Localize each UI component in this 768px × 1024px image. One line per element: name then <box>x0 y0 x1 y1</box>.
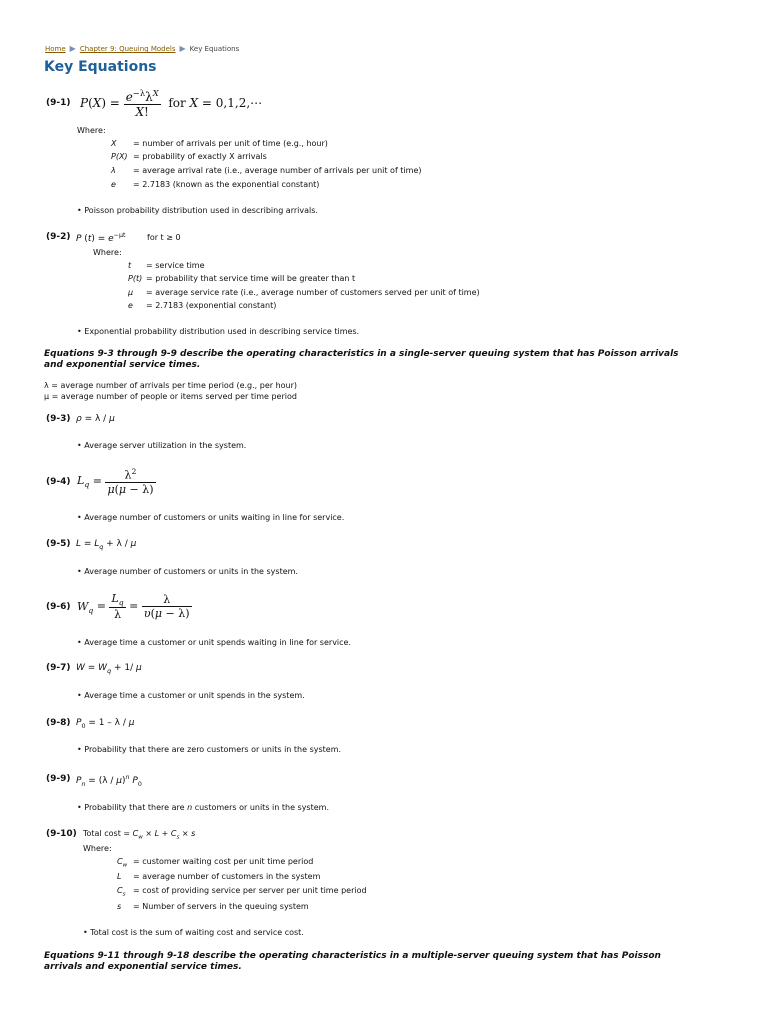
def-desc: = 2.7183 (exponential constant) <box>146 301 277 310</box>
eq-number-9-2: (9-2) <box>46 232 71 242</box>
def-desc: = cost of providing service per server per unit time period <box>133 886 367 895</box>
def-symbol: L <box>117 872 122 881</box>
def-desc: = average arrival rate (i.e., average number of arrivals per unit of time) <box>133 166 422 175</box>
note-9-4: • Average number of customers or units waiting in line for service. <box>77 513 345 522</box>
def-symbol: $C_s$ <box>117 886 126 898</box>
eq-number-9-3: (9-3) <box>46 414 71 424</box>
def-symbol: λ <box>111 166 116 175</box>
def-desc: = service time <box>146 261 205 270</box>
def-symbol: μ <box>128 288 134 297</box>
equation-9-7: $W = W_q + 1/$ μ <box>76 663 142 675</box>
equation-9-2: P $(t) = e^{-\mu t}$ <box>76 232 126 244</box>
breadcrumb-arrow-icon: ▶ <box>179 44 186 53</box>
equation-9-1: P(X) = $\frac{e^{-\lambda}\lambda^X}{X!}$ for X = 0,1,2,⋯ <box>80 88 263 119</box>
def-symbol: P(t) <box>128 274 143 283</box>
note-9-7: • Average time a customer or unit spends in the system. <box>77 691 305 700</box>
note-9-5: • Average number of customers or units in the system. <box>77 567 298 576</box>
equation-9-6: $W_q$ = $\frac{L_q}{\lambda}$ = $\frac{\lambda}{\upsilon(\mu - \lambda)}$ <box>77 592 190 622</box>
def-symbol: e <box>128 301 133 310</box>
note-9-10: • Total cost is the sum of waiting cost and service cost. <box>83 928 304 937</box>
breadcrumb-arrow-icon: ▶ <box>69 44 76 53</box>
def-symbol: P(X) <box>111 152 128 161</box>
where-label-9-10: Where: <box>83 844 112 853</box>
def-symbol: X <box>111 139 117 148</box>
note-9-9: • Probability that there are n customers or units in the system. <box>77 803 329 812</box>
eq-number-9-6: (9-6) <box>46 602 71 612</box>
eq-number-9-7: (9-7) <box>46 663 71 673</box>
def-symbol: $C_w$ <box>117 857 128 869</box>
eq-number-9-10: (9-10) <box>46 829 77 839</box>
breadcrumb-current: Key Equations <box>189 45 240 53</box>
def-desc: = 2.7183 (known as the exponential constant) <box>133 180 320 189</box>
equation-9-5: $L = L_q + \lambda / \mu$ <box>76 539 137 551</box>
condition-9-2: for t ≥ 0 <box>147 233 181 242</box>
eq-number-9-8: (9-8) <box>46 718 71 728</box>
note-9-1: • Poisson probability distribution used in describing arrivals. <box>77 206 318 215</box>
intro-single-server: Equations 9-3 through 9-9 describe the operating characteristics in a single-server queuing system that has Poisson arrivals and exponential service times. <box>44 349 679 370</box>
equation-9-3: ρ = λ / μ <box>76 414 115 424</box>
breadcrumb <box>45 36 239 55</box>
mu-definition: μ = average number of people or items served per time period <box>44 392 297 401</box>
breadcrumb-home-link[interactable]: Home <box>45 45 66 53</box>
eq-number-9-9: (9-9) <box>46 774 71 784</box>
def-desc: = number of arrivals per unit of time (e.g., hour) <box>133 139 328 148</box>
def-symbol: s <box>117 902 122 911</box>
where-label-9-2: Where: <box>93 248 122 257</box>
equation-9-9: $P_n = (\lambda / \mu)^n$ $P_0$ <box>76 774 142 788</box>
def-desc: = Number of servers in the queuing system <box>133 902 309 911</box>
note-9-8: • Probability that there are zero customers or units in the system. <box>77 745 342 754</box>
where-label-9-1: Where: <box>77 126 106 135</box>
def-desc: = average service rate (i.e., average number of customers served per unit of time) <box>146 288 480 297</box>
eq-number-9-4: (9-4) <box>46 477 71 487</box>
def-desc: = customer waiting cost per unit time period <box>133 857 314 866</box>
page-title: Key Equations <box>44 59 157 75</box>
def-desc: = probability of exactly X arrivals <box>133 152 267 161</box>
def-symbol: t <box>128 261 132 270</box>
equation-9-10: Total $\cos t = C_w \times L + C_s \times s$ <box>83 829 196 841</box>
note-9-6: • Average time a customer or unit spends waiting in line for service. <box>77 638 352 647</box>
equation-9-8: $P_0 = 1 - \lambda / \mu$ <box>76 718 135 730</box>
def-desc: = average number of customers in the system <box>133 872 321 881</box>
note-9-2: • Exponential probability distribution used in describing service times. <box>77 327 360 336</box>
note-9-3: • Average server utilization in the system. <box>77 441 247 450</box>
def-desc: = probability that service time will be greater than t <box>146 274 356 283</box>
def-symbol: e <box>111 180 116 189</box>
lambda-definition: λ = average number of arrivals per time period (e.g., per hour) <box>44 381 298 390</box>
breadcrumb-chapter-link[interactable]: Chapter 9: Queuing Models <box>79 45 176 53</box>
eq-number-9-5: (9-5) <box>46 539 71 549</box>
eq-number-9-1: (9-1) <box>46 98 71 108</box>
equation-9-4: $L_q$ = $\frac{\lambda^2}{\mu(\mu - \lambda)}$ <box>77 467 154 496</box>
intro-multiple-server: Equations 9-11 through 9-18 describe the operating characteristics in a multiple-server queuing system that has Poisson arrivals and exponential service times. <box>44 951 661 972</box>
